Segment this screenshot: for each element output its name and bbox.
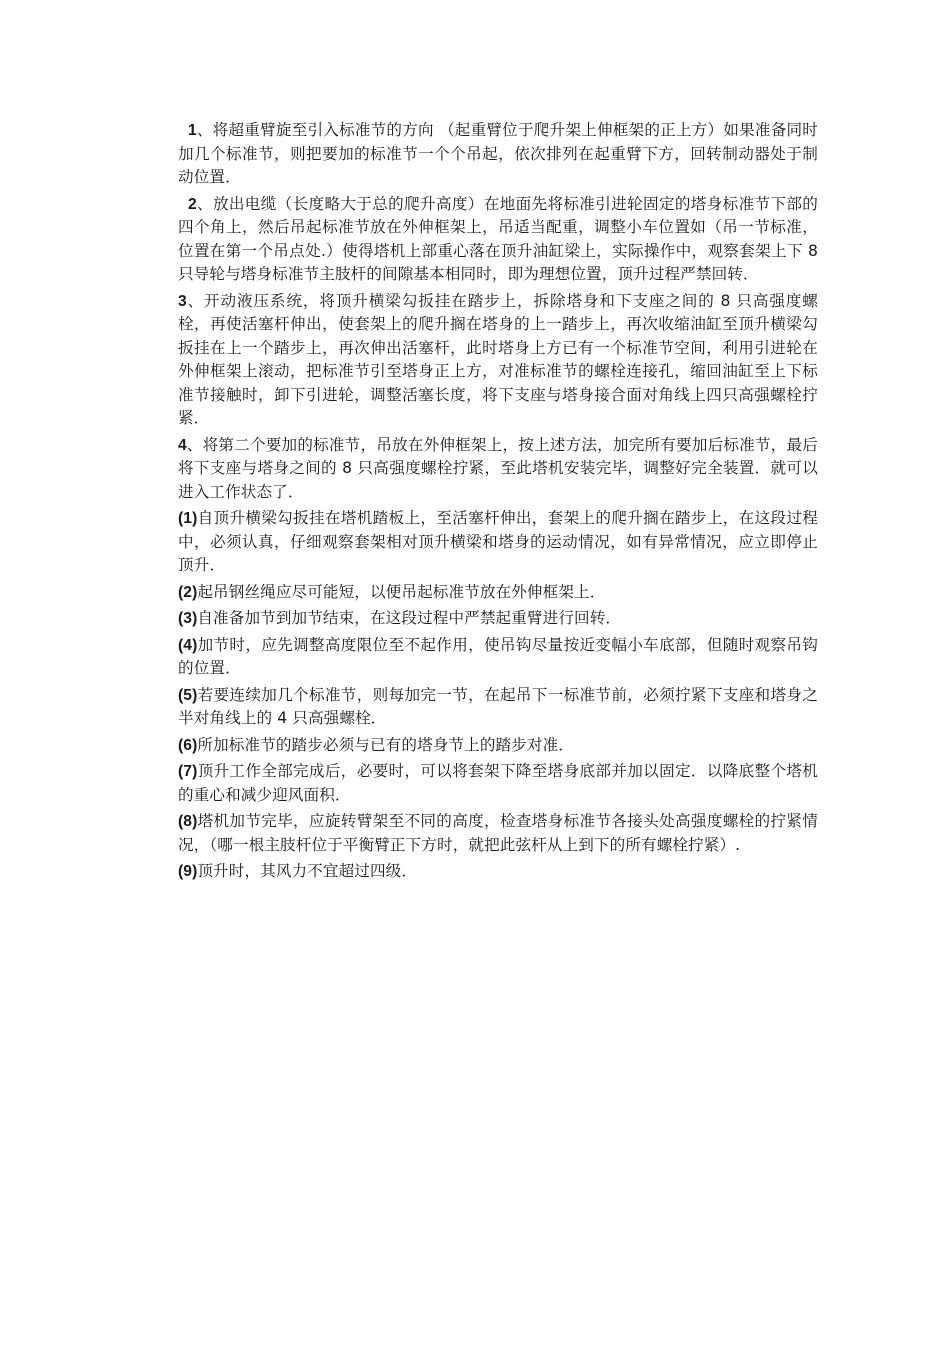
paragraph-note-2 [178, 581, 818, 605]
paragraph-text: 加节时，应先调整高度限位至不起作用，使吊钩尽量按近变幅小车底部，但随时观察吊钩的位置． [178, 635, 818, 677]
paragraph-text: 起吊钢丝绳应尽可能短，以便吊起标准节放在外伸框架上． [197, 582, 606, 601]
paragraph-note-8 [178, 810, 818, 857]
document-body [178, 119, 818, 887]
paragraph-text: 自顶升横梁勾扳挂在塔机踏板上，至活塞杆伸出，套架上的爬升搁在踏步上，在这段过程中，必须认真，仔细观察套架相对顶升横梁和塔身的运动情况，如有异常情况，应立即停止顶升． [178, 509, 818, 574]
paragraph-text: 、将超重臂旋至引入标准节的方向 （起重臂位于爬升架上伸框架的正上方）如果准备同时加几个标准节，则把要加的标准节一个个吊起，依次排列在起重臂下方，回转制动器处于制动位置． [178, 121, 818, 186]
paragraph-text: 顶升时，其风力不宜超过四级． [197, 862, 418, 880]
paragraph-text: 顶升工作全部完成后，必要时，可以将套架下降至塔身底部并加以固定．以降底整个塔机的重心和减少迎风面积． [178, 762, 818, 804]
paragraph-note-4 [178, 634, 818, 681]
paragraph-text: 、放出电缆（长度略大于总的爬升高度）在地面先将标准引进轮固定的塔身标准节下部的四个角上，然后吊起标准节放在外伸框架上，吊适当配重，调整小车位置如（吊一节标准，位置在第一个吊点处.）使得塔机上部重心落在顶升油缸梁上，实际操作中，观察套架上下 8 只导轮与塔身标准节主肢杆的间隙基本相同时，即为理想位置，顶升过程严禁回转． [178, 194, 818, 283]
paragraph-number: (3) [178, 610, 198, 627]
paragraph-step-1 [178, 119, 818, 190]
paragraph-text: 塔机加节完毕，应旋转臂架至不同的高度，检查塔身标准节各接头处高强度螺栓的拧紧情况，（哪一根主肢杆位于平衡臂正下方时，就把此弦杆从上到下的所有螺栓拧紧）. [178, 812, 818, 854]
paragraph-text: 自准备加节到加节结束，在这段过程中严禁起重臂进行回转． [197, 609, 622, 627]
paragraph-number: (6) [178, 736, 198, 754]
paragraph-note-3 [178, 607, 818, 631]
paragraph-number: (5) [178, 686, 198, 704]
paragraph-number: 3 [178, 292, 187, 310]
paragraph-note-6 [178, 734, 818, 758]
paragraph-number: (9) [178, 863, 198, 880]
paragraph-step-2 [178, 193, 818, 287]
paragraph-text: 、开动液压系统，将顶升横梁勾扳挂在踏步上，拆除塔身和下支座之间的 8 只高强度螺栓，再使活塞杆伸出，使套架上的爬升搁在塔身的上一踏步上，再次收缩油缸至顶升横梁勾扳挂在上一个踏步上，再次伸出活塞杆，此时塔身上方已有一个标准节空间，利用引进轮在外伸框架上滚动，把标准节引至塔身正上方，对准标准节的螺栓连接孔，缩回油缸至上下标准节接触时，卸下引进轮，调整活塞长度，将下支座与塔身接合面对角线上四只高强螺栓拧紧． [178, 291, 818, 427]
paragraph-note-5 [178, 684, 818, 731]
paragraph-number: (2) [178, 583, 198, 601]
paragraph-step-4 [178, 434, 818, 505]
paragraph-text: 若要连续加几个标准节，则每加完一节，在起吊下一标准节前，必须拧紧下支座和塔身之半对角线上的 4 只高强螺栓． [178, 685, 818, 727]
paragraph-text: 所加标准节的踏步必须与已有的塔身节上的踏步对准． [197, 735, 575, 754]
paragraph-text: 、将第二个要加的标准节，吊放在外伸框架上，按上述方法，加完所有要加后标准节，最后将下支座与塔身之间的 8 只高强度螺栓拧紧，至此塔机安装完毕，调整好完全装置．就可以进入工作状态了． [178, 435, 818, 501]
paragraph-number: (8) [178, 813, 198, 830]
paragraph-note-9 [178, 860, 818, 884]
paragraph-number: (4) [178, 636, 198, 654]
paragraph-step-3 [178, 290, 818, 431]
paragraph-number: 4 [178, 436, 187, 454]
paragraph-note-1 [178, 507, 818, 578]
paragraph-number: (1) [178, 510, 198, 527]
paragraph-number: (7) [178, 763, 198, 780]
paragraph-number: 1 [188, 122, 197, 139]
paragraph-note-7 [178, 760, 818, 807]
paragraph-number: 2 [188, 195, 197, 213]
